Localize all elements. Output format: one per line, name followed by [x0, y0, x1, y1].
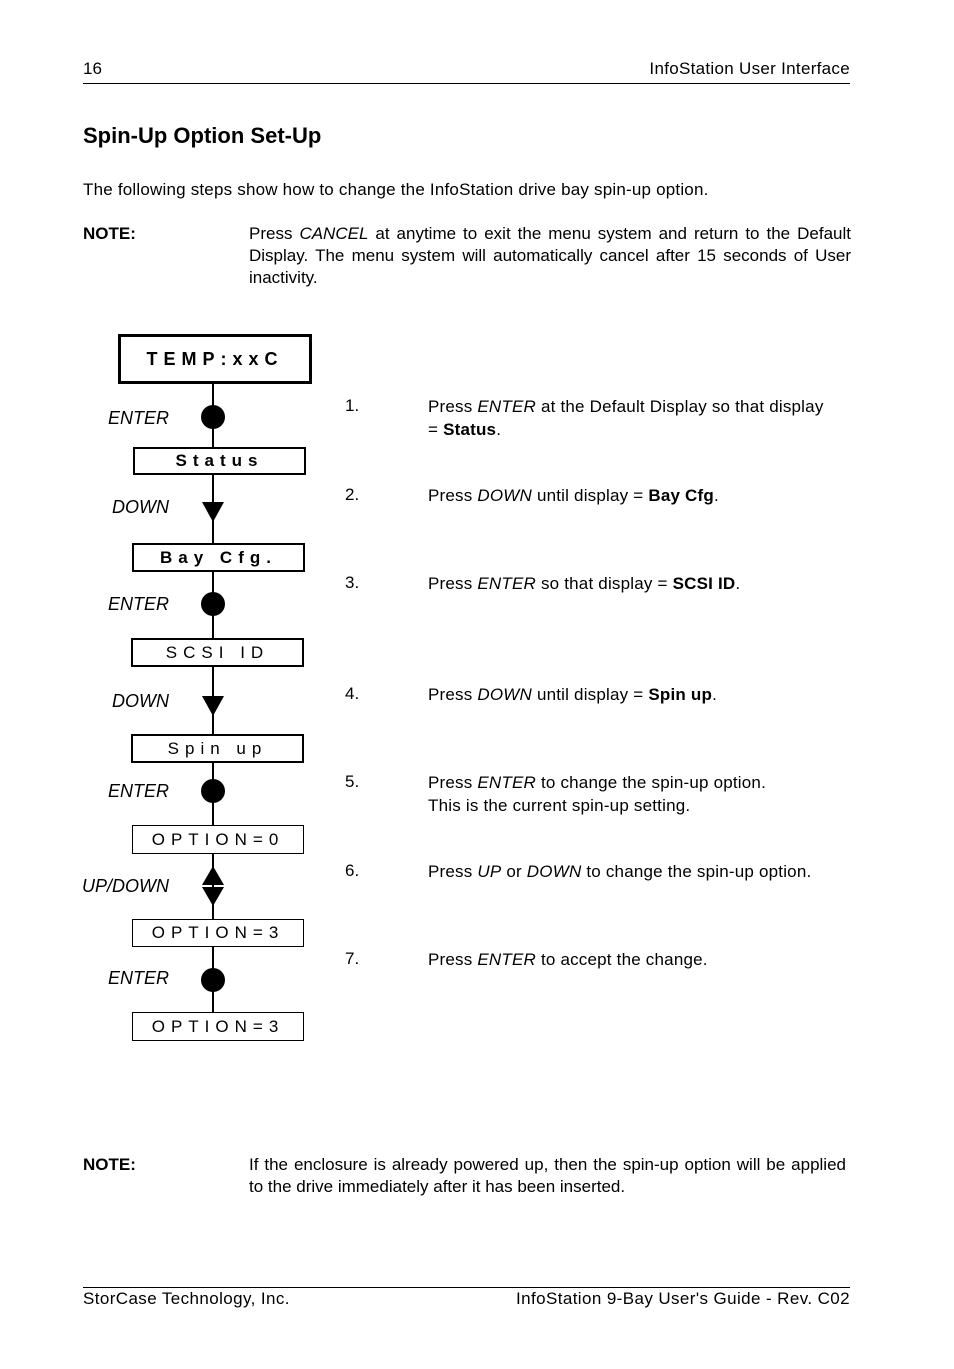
page-title: Spin-Up Option Set-Up — [83, 123, 322, 148]
lcd-scsi-id: SCSI ID — [131, 638, 304, 667]
key-name: DOWN — [526, 862, 582, 881]
step-phrase: This is the current spin-up setting. — [428, 796, 691, 815]
down-arrow-icon — [202, 502, 224, 522]
step-text — [428, 771, 848, 817]
key-name: ENTER — [477, 574, 537, 593]
lcd-bay-cfg: Bay Cfg. — [132, 543, 305, 572]
step-number: 3. — [345, 573, 360, 592]
step-phrase: at the Default Display so that display = — [428, 397, 824, 439]
action-label-enter: ENTER — [108, 408, 170, 428]
lcd-option-3: OPTION=3 — [132, 919, 304, 947]
step-phrase: Press — [428, 574, 478, 593]
key-name: ENTER — [477, 397, 537, 416]
section-title: InfoStation User Interface — [649, 59, 850, 78]
step-text — [428, 860, 853, 883]
display-value: Status — [443, 420, 497, 439]
step-phrase: to change the spin-up option. — [581, 862, 812, 881]
step-phrase: so that display = — [536, 574, 673, 593]
step-phrase: Press — [428, 397, 478, 416]
down-arrow-icon — [202, 696, 224, 716]
step-text — [428, 484, 848, 507]
lcd-option-3-final: OPTION=3 — [132, 1012, 304, 1041]
intro-text: The following steps show how to change the InfoStation drive bay spin-up option. — [83, 180, 709, 199]
step-phrase: to change the spin-up option. — [536, 773, 767, 792]
step-text — [428, 572, 848, 595]
footer-company: StorCase Technology, Inc. — [83, 1289, 290, 1308]
note-text: Press CANCEL at anytime to exit the menu system and return to the Default Display. The menu system will automatically cancel after 15 seconds of User inactivity. — [249, 224, 851, 287]
header-rule — [83, 83, 850, 84]
step-phrase: . — [713, 486, 719, 505]
action-label-enter: ENTER — [108, 968, 170, 988]
note-label: NOTE: — [83, 224, 136, 243]
step-number: 1. — [345, 396, 360, 415]
lcd-spin-up: Spin up — [131, 734, 304, 763]
step-phrase: . — [496, 420, 502, 439]
key-name: ENTER — [477, 773, 537, 792]
step-phrase: to accept the change. — [536, 950, 708, 969]
step-number: 4. — [345, 684, 360, 703]
step-phrase: . — [735, 574, 741, 593]
display-value: Spin up — [648, 685, 713, 704]
step-number: 2. — [345, 485, 360, 504]
step-phrase: Press — [428, 486, 478, 505]
step-number: 5. — [345, 772, 360, 791]
note-label: NOTE: — [83, 1155, 136, 1174]
lcd-option-0: OPTION=0 — [132, 825, 304, 854]
step-number: 7. — [345, 949, 360, 968]
step-phrase: Press — [428, 862, 478, 881]
step-phrase: Press — [428, 950, 478, 969]
step-phrase: . — [712, 685, 718, 704]
step-text — [428, 948, 848, 971]
up-down-arrow-icon — [202, 866, 224, 906]
step-phrase: Press — [428, 773, 478, 792]
display-value: Bay Cfg — [648, 486, 714, 505]
enter-dot-icon — [201, 592, 225, 616]
note-text: If the enclosure is already powered up, then the spin-up option will be applied to the drive immediately after it has been inserted. — [249, 1155, 846, 1196]
display-value: SCSI ID — [672, 574, 736, 593]
action-label-enter: ENTER — [108, 594, 170, 614]
action-label-down: DOWN — [112, 497, 169, 517]
step-text — [428, 395, 828, 441]
step-phrase: Press — [428, 685, 478, 704]
step-phrase: until display = — [532, 685, 649, 704]
lcd-temp: TEMP:xxC — [118, 334, 312, 384]
step-phrase: or — [501, 862, 527, 881]
action-label-enter: ENTER — [108, 781, 170, 801]
action-label-down: DOWN — [112, 691, 169, 711]
action-label-up-down: UP/DOWN — [82, 876, 169, 896]
enter-dot-icon — [201, 779, 225, 803]
key-name: ENTER — [477, 950, 537, 969]
step-text — [428, 683, 848, 706]
key-name: DOWN — [477, 685, 533, 704]
enter-dot-icon — [201, 968, 225, 992]
enter-dot-icon — [201, 405, 225, 429]
lcd-status: Status — [133, 447, 306, 475]
footer-guide-title: InfoStation 9-Bay User's Guide - Rev. C02 — [516, 1289, 850, 1308]
page-number: 16 — [83, 59, 102, 78]
key-name: UP — [477, 862, 502, 881]
step-phrase: until display = — [532, 486, 649, 505]
step-number: 6. — [345, 861, 360, 880]
footer-rule — [83, 1287, 850, 1288]
key-name: DOWN — [477, 486, 533, 505]
